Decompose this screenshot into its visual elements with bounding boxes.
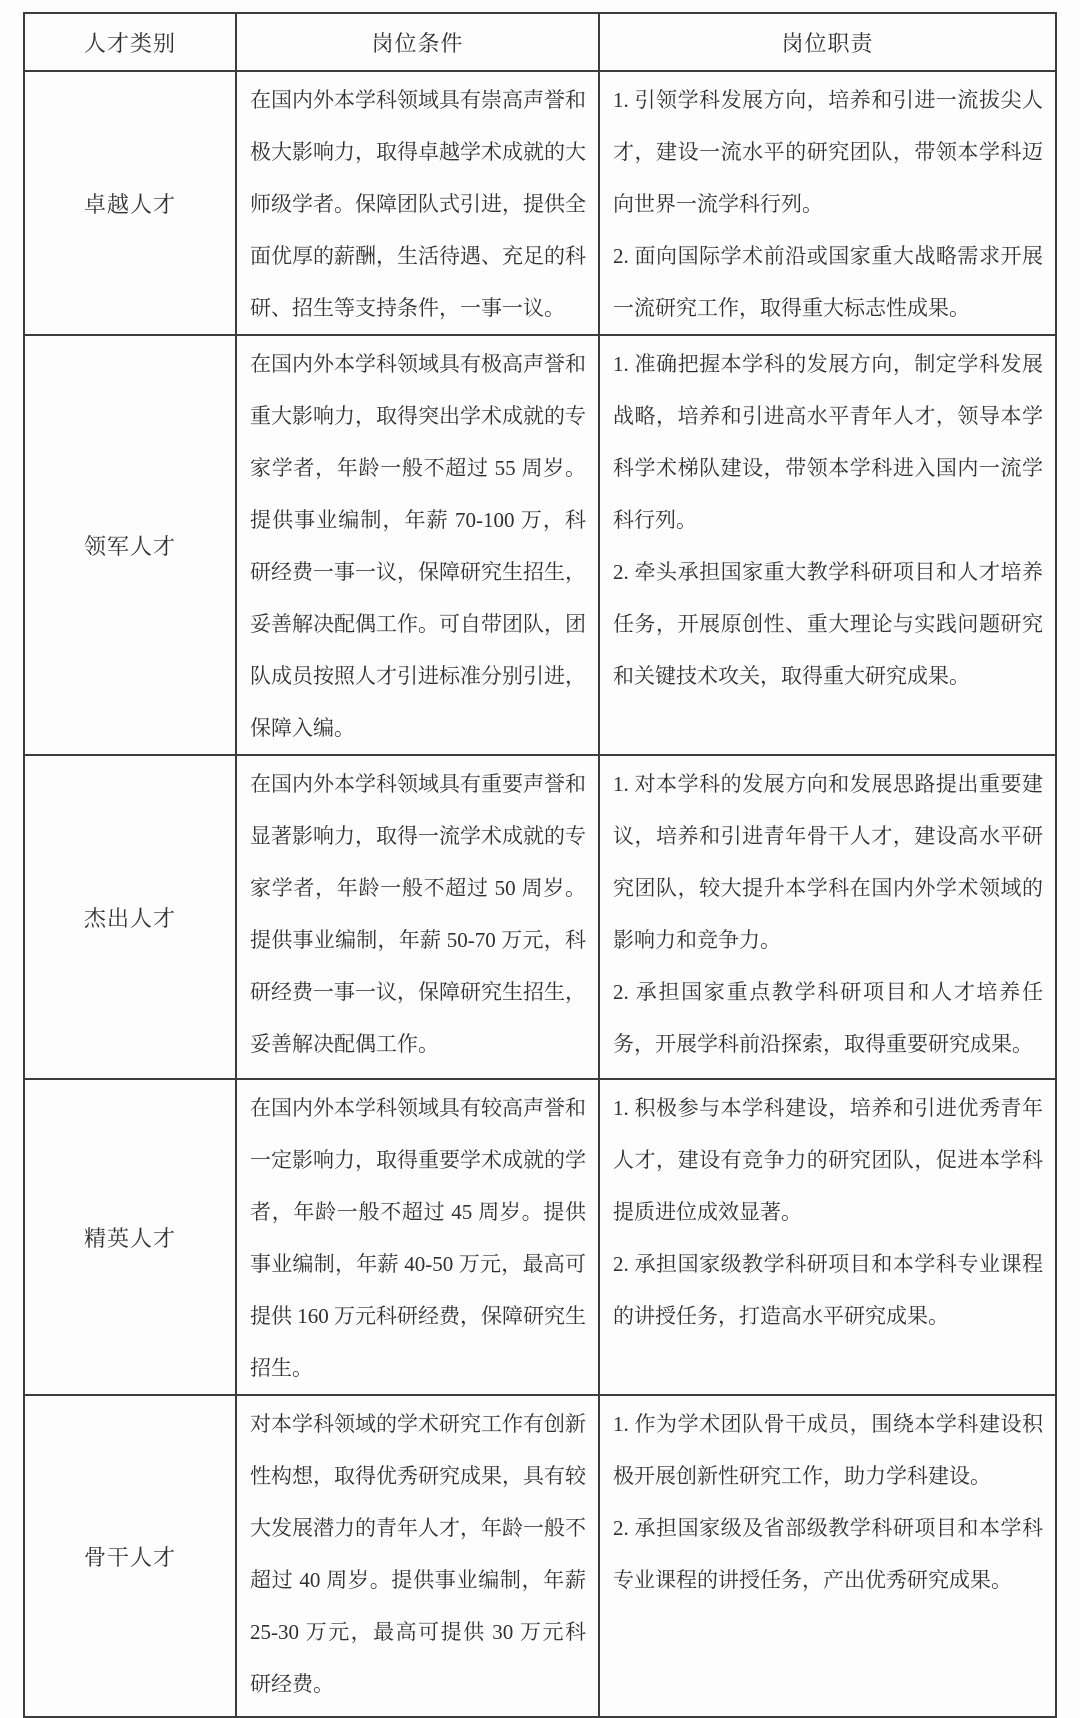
position-conditions: [236, 71, 599, 335]
header-position-conditions: 岗位条件: [236, 13, 599, 71]
condition-text: 在国内外本学科领域具有极高声誉和重大影响力，取得突出学术成就的专家学者，年龄一般不超过 55 周岁。提供事业编制，年薪 70-100 万，科研经费一事一议，保障研究生招生，妥善解决配偶工作。可自带团队，团队成员按照人才引进标准分别引进，保障入编。: [250, 352, 586, 740]
position-duties: [599, 335, 1056, 755]
talent-category: 领军人才: [24, 335, 236, 755]
table-row: [24, 1079, 1056, 1395]
position-conditions: [236, 335, 599, 755]
duty-item: 1. 引领学科发展方向，培养和引进一流拔尖人才，建设一流水平的研究团队，带领本学科迈向世界一流学科行列。: [613, 88, 1043, 216]
duty-item: 1. 积极参与本学科建设，培养和引进优秀青年人才，建设有竞争力的研究团队，促进本学科提质进位成效显著。: [613, 1096, 1043, 1224]
duty-item: 2. 承担国家级教学科研项目和本学科专业课程的讲授任务，打造高水平研究成果。: [613, 1252, 1043, 1328]
talent-category: 精英人才: [24, 1079, 236, 1395]
duty-item: 1. 作为学术团队骨干成员，围绕本学科建设积极开展创新性研究工作，助力学科建设。: [613, 1412, 1043, 1488]
condition-text: 在国内外本学科领域具有重要声誉和显著影响力，取得一流学术成就的专家学者，年龄一般不超过 50 周岁。提供事业编制，年薪 50-70 万元，科研经费一事一议，保障研究生招生，妥善解决配偶工作。: [250, 772, 586, 1056]
position-duties: [599, 1079, 1056, 1395]
duty-item: 1. 对本学科的发展方向和发展思路提出重要建议，培养和引进青年骨干人才，建设高水平研究团队，较大提升本学科在国内外学术领域的影响力和竞争力。: [613, 772, 1043, 952]
table-row: [24, 1395, 1056, 1717]
position-conditions: [236, 1079, 599, 1395]
position-duties: [599, 71, 1056, 335]
header-row: [24, 13, 1056, 71]
position-conditions: [236, 1395, 599, 1717]
duty-item: 2. 承担国家级及省部级教学科研项目和本学科专业课程的讲授任务，产出优秀研究成果。: [613, 1516, 1043, 1592]
table-row: [24, 755, 1056, 1079]
condition-text: 对本学科领域的学术研究工作有创新性构想，取得优秀研究成果，具有较大发展潜力的青年人才，年龄一般不超过 40 周岁。提供事业编制，年薪 25-30 万元，最高可提供 30 万元科研经费。: [250, 1412, 586, 1696]
condition-text: 在国内外本学科领域具有崇高声誉和极大影响力，取得卓越学术成就的大师级学者。保障团队式引进，提供全面优厚的薪酬，生活待遇、充足的科研、招生等支持条件，一事一议。: [250, 88, 586, 320]
talent-category: 杰出人才: [24, 755, 236, 1079]
talent-category: 卓越人才: [24, 71, 236, 335]
duty-item: 2. 面向国际学术前沿或国家重大战略需求开展一流研究工作，取得重大标志性成果。: [613, 244, 1043, 320]
table-row: [24, 335, 1056, 755]
header-position-duties: 岗位职责: [599, 13, 1056, 71]
position-duties: [599, 1395, 1056, 1717]
position-conditions: [236, 755, 599, 1079]
table-row: [24, 71, 1056, 335]
talent-category: 骨干人才: [24, 1395, 236, 1717]
header-talent-category: 人才类别: [24, 13, 236, 71]
duty-item: 2. 牵头承担国家重大教学科研项目和人才培养任务，开展原创性、重大理论与实践问题研究和关键技术攻关，取得重大研究成果。: [613, 560, 1043, 688]
condition-text: 在国内外本学科领域具有较高声誉和一定影响力，取得重要学术成就的学者，年龄一般不超过 45 周岁。提供事业编制，年薪 40-50 万元，最高可提供 160 万元科研经费，保障研究生招生。: [250, 1096, 586, 1380]
talent-recruitment-table: [23, 12, 1057, 1718]
duty-item: 2. 承担国家重点教学科研项目和人才培养任务，开展学科前沿探索，取得重要研究成果。: [613, 980, 1043, 1056]
position-duties: [599, 755, 1056, 1079]
duty-item: 1. 准确把握本学科的发展方向，制定学科发展战略，培养和引进高水平青年人才，领导本学科学术梯队建设，带领本学科进入国内一流学科行列。: [613, 352, 1043, 532]
